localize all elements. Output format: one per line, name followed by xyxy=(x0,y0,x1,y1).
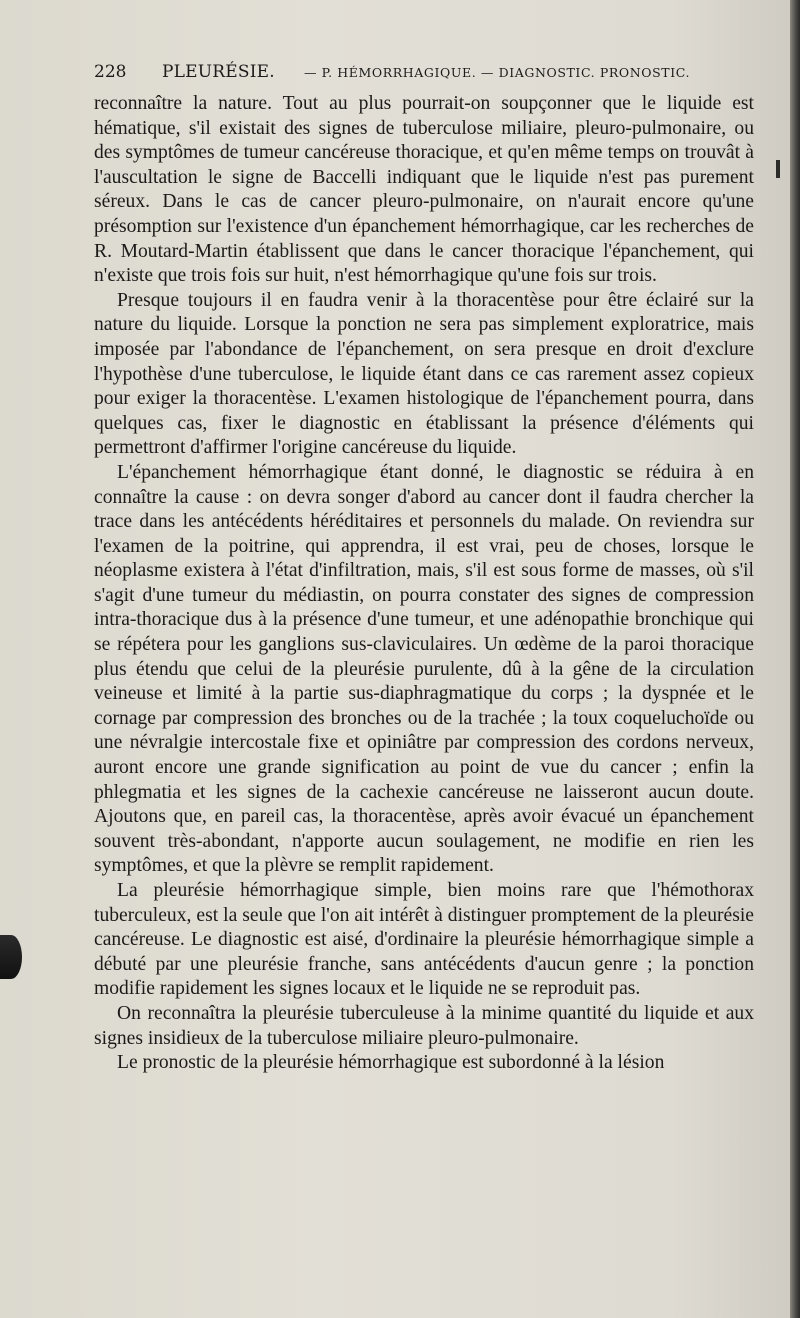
margin-mark xyxy=(776,160,780,178)
header-title: PLEURÉSIE. xyxy=(162,62,275,82)
page-number: 228 xyxy=(94,62,127,82)
running-header xyxy=(94,62,754,86)
paragraph: Le pronostic de la pleurésie hémorrhagique est subordonné à la lésion xyxy=(117,1052,665,1074)
paragraph: reconnaître la nature. Tout au plus pourrait-on soupçonner que le liquide est hématique, s'il existait des signes de tuberculose miliaire, pleuro-pulmonaire, ou des symptômes de tumeur cancéreuse thoracique, et qu'en même temps on trouvât à l'auscultation le signe de Baccelli indiquant que le liquide n'est pas purement séreux. Dans le cas de cancer pleuro-pulmonaire, on n'aurait encore qu'une présomption sur l'existence d'un épanchement hémorrhagique, car les recherches de R. Moutard-Martin établissent que dans le cancer thoracique l'épanchement, qui n'existe que trois fois sur huit, n'est hémorrhagique qu'une fois sur trois. xyxy=(94,93,754,287)
margin-mark xyxy=(0,935,22,979)
paragraph: La pleurésie hémorrhagique simple, bien moins rare que l'hémothorax tuberculeux, est la seule que l'on ait intérêt à distinguer promptement de la pleurésie cancéreuse. Le diagnostic est aisé, d'ordinaire la pleurésie hémorrhagique simple a débuté par une pleurésie franche, sans antécédents d'aucun genre ; la ponction modifie rapidement les signes locaux et le liquide ne se reproduit pas. xyxy=(94,880,754,1000)
body-text xyxy=(94,92,754,1076)
page-edge-shadow xyxy=(790,0,800,1318)
header-subtitle: — P. HÉMORRHAGIQUE. — DIAGNOSTIC. PRONOSTIC. xyxy=(304,65,691,80)
paragraph: Presque toujours il en faudra venir à la thoracentèse pour être éclairé sur la nature du liquide. Lorsque la ponction ne sera pas simplement exploratrice, mais imposée par l'abondance de l'épanchement, on sera presque en droit d'exclure l'hypothèse d'une tuberculose, le liquide étant dans ce cas rarement assez copieux pour exiger la thoracentèse. L'examen histologique de l'épanchement pourra, dans quelques cas, fixer le diagnostic en établissant la présence d'éléments qui permettront d'affirmer l'origine cancéreuse du liquide. xyxy=(94,289,754,459)
paragraph: L'épanchement hémorrhagique étant donné, le diagnostic se réduira à en connaître la cause : on devra songer d'abord au cancer dont il faudra chercher la trace dans les antécédents héréditaires et personnels du malade. On reviendra sur l'examen de la poitrine, qui apprendra, il est vrai, peu de choses, lorsque le néoplasme existera à l'état d'infiltration, mais, s'il est sous forme de masses, où s'il s'agit d'une tumeur du médiastin, on pourra constater des signes de compression intra-thoracique dus à la présence d'une tumeur, et une adénopathie bronchique qui se répétera pour les ganglions sus-claviculaires. Un œdème de la paroi thoracique plus étendu que celui de la pleurésie purulente, dû à la gêne de la circulation veineuse et limité à la partie sus-diaphragmatique du corps ; la dyspnée et le cornage par compression des bronches ou de la trachée ; la toux coqueluchoïde ou une névralgie intercostale fixe et opiniâtre par compression des cordons nerveux, auront encore une grande signification au point de vue du cancer ; enfin la phlegmatia et les signes de la cachexie cancéreuse ne laisseront aucun doute. Ajoutons que, en pareil cas, la thoracentèse, après avoir évacué un épanchement souvent très-abondant, n'apporte aucun soulagement, ne modifie en rien les symptômes, et que la plèvre se remplit rapidement. xyxy=(94,461,754,877)
paragraph: On reconnaîtra la pleurésie tuberculeuse à la minime quantité du liquide et aux signes insidieux de la tuberculose miliaire pleuro-pulmonaire. xyxy=(94,1002,754,1049)
